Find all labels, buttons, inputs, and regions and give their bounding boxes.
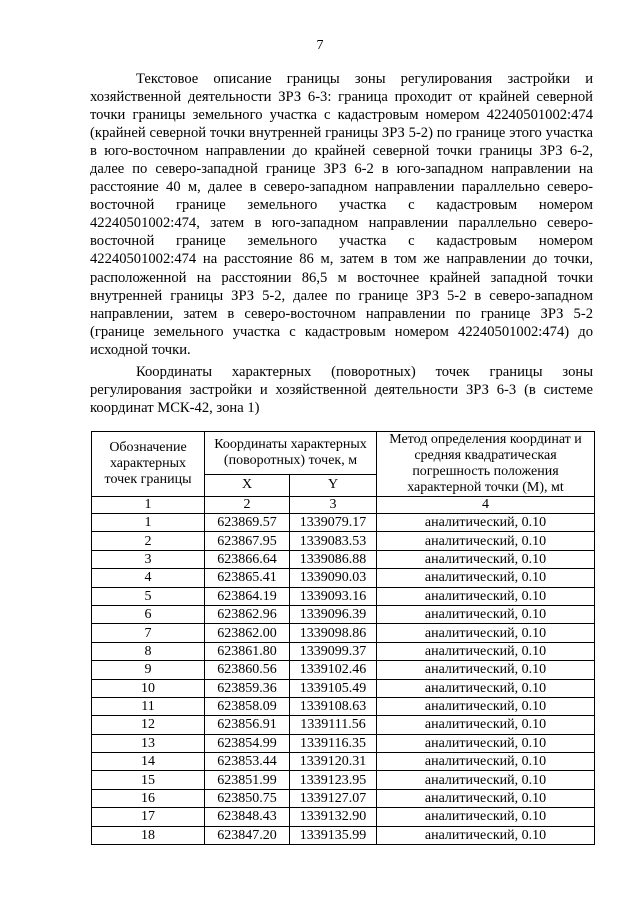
point-number-cell: 8 [92,642,205,660]
x-coordinate-cell: 623847.20 [205,826,290,844]
y-coordinate-cell: 1339093.16 [290,587,377,605]
table-row [92,771,595,789]
table-row [92,550,595,568]
y-coordinate-cell: 1339135.99 [290,826,377,844]
point-number-cell: 14 [92,753,205,771]
point-number-cell: 17 [92,808,205,826]
table-row [92,514,595,532]
x-coordinate-cell: 623862.00 [205,624,290,642]
point-number-cell: 18 [92,826,205,844]
point-number-cell: 10 [92,679,205,697]
table-row [92,697,595,715]
point-number-cell: 12 [92,716,205,734]
table-row [92,826,595,844]
method-cell: аналитический, 0.10 [377,587,595,605]
method-cell: аналитический, 0.10 [377,808,595,826]
method-cell: аналитический, 0.10 [377,826,595,844]
point-number-cell: 1 [92,514,205,532]
x-coordinate-cell: 623853.44 [205,753,290,771]
x-coordinate-cell: 623864.19 [205,587,290,605]
table-row [92,808,595,826]
y-coordinate-cell: 1339127.07 [290,789,377,807]
y-coordinate-cell: 1339090.03 [290,569,377,587]
method-cell: аналитический, 0.10 [377,789,595,807]
x-coordinate-cell: 623860.56 [205,661,290,679]
method-cell: аналитический, 0.10 [377,532,595,550]
method-cell: аналитический, 0.10 [377,697,595,715]
method-cell: аналитический, 0.10 [377,679,595,697]
header-point-designation: Обозначение характерных точек границы [92,432,205,497]
method-cell: аналитический, 0.10 [377,716,595,734]
x-coordinate-cell: 623861.80 [205,642,290,660]
x-coordinate-cell: 623850.75 [205,789,290,807]
method-cell: аналитический, 0.10 [377,753,595,771]
point-number-cell: 5 [92,587,205,605]
point-number-cell: 7 [92,624,205,642]
point-number-cell: 15 [92,771,205,789]
method-cell: аналитический, 0.10 [377,605,595,623]
coordinates-intro-paragraph: Координаты характерных (поворотных) точек границы зоны регулирования застройки и хозяйственной деятельности ЗРЗ 6-3 (в системе координат МСК-42, зона 1) [90,364,593,417]
point-number-cell: 6 [92,605,205,623]
y-coordinate-cell: 1339099.37 [290,642,377,660]
table-row [92,716,595,734]
method-cell: аналитический, 0.10 [377,734,595,752]
x-coordinate-cell: 623858.09 [205,697,290,715]
table-row [92,679,595,697]
y-coordinate-cell: 1339083.53 [290,532,377,550]
column-number: 1 [92,497,205,514]
method-cell: аналитический, 0.10 [377,771,595,789]
table-row [92,734,595,752]
method-cell: аналитический, 0.10 [377,642,595,660]
x-coordinate-cell: 623866.64 [205,550,290,568]
table-row [92,753,595,771]
method-cell: аналитический, 0.10 [377,569,595,587]
header-x: X [205,474,290,496]
y-coordinate-cell: 1339098.86 [290,624,377,642]
x-coordinate-cell: 623859.36 [205,679,290,697]
column-number: 4 [377,497,595,514]
column-number: 3 [290,497,377,514]
method-cell: аналитический, 0.10 [377,514,595,532]
y-coordinate-cell: 1339079.17 [290,514,377,532]
point-number-cell: 13 [92,734,205,752]
boundary-description-paragraph: Текстовое описание границы зоны регулирования застройки и хозяйственной деятельности ЗРЗ 6-3: граница проходит от крайней северной точки границы земельного участка с кадастровым номером 42240501002:474 (крайней северной точки внутренней границы ЗРЗ 5-2) по границе этого участка в юго-восточном направлении до крайней северной точки границы ЗРЗ 6-2, далее по северо-западной границе ЗРЗ 6-2 в юго-западном направлении на расстояние 40 м, далее в северо-западном направлении параллельно северо-восточной границе земельного участка с кадастровым номером 42240501002:474, затем в юго-западном направлении параллельно северо-восточной границе земельного участка с кадастровым номером 42240501002:474 на расстояние 86 м, затем в том же направлении до точки, расположенной на расстоянии 86,5 м восточнее крайней западной точки внутренней границы ЗРЗ 5-2, далее по границе ЗРЗ 5-2 в северо-западном направлении, затем в северо-восточном направлении по границе ЗРЗ 5-2 (границе земельного участка с кадастровым номером 42240501002:474) до исходной точки. [90,71,593,358]
point-number-cell: 2 [92,532,205,550]
y-coordinate-cell: 1339123.95 [290,771,377,789]
coordinates-table-body [92,514,595,845]
column-number: 2 [205,497,290,514]
x-coordinate-cell: 623862.96 [205,605,290,623]
table-row [92,605,595,623]
y-coordinate-cell: 1339105.49 [290,679,377,697]
table-row [92,569,595,587]
x-coordinate-cell: 623856.91 [205,716,290,734]
header-y: Y [290,474,377,496]
table-row [92,624,595,642]
point-number-cell: 16 [92,789,205,807]
y-coordinate-cell: 1339102.46 [290,661,377,679]
x-coordinate-cell: 623848.43 [205,808,290,826]
page-number: 7 [316,38,324,53]
header-method: Метод определения координат и средняя квадратическая погрешность положения характерной точки (М), мt [377,432,595,497]
x-coordinate-cell: 623854.99 [205,734,290,752]
table-row [92,661,595,679]
point-number-cell: 9 [92,661,205,679]
point-number-cell: 11 [92,697,205,715]
table-row [92,642,595,660]
method-cell: аналитический, 0.10 [377,661,595,679]
y-coordinate-cell: 1339132.90 [290,808,377,826]
coordinates-table [91,431,595,845]
y-coordinate-cell: 1339120.31 [290,753,377,771]
x-coordinate-cell: 623869.57 [205,514,290,532]
y-coordinate-cell: 1339116.35 [290,734,377,752]
table-row [92,532,595,550]
y-coordinate-cell: 1339086.88 [290,550,377,568]
point-number-cell: 3 [92,550,205,568]
header-coordinates-group: Координаты характерных (поворотных) точек, м [205,432,377,475]
x-coordinate-cell: 623851.99 [205,771,290,789]
y-coordinate-cell: 1339096.39 [290,605,377,623]
method-cell: аналитический, 0.10 [377,550,595,568]
method-cell: аналитический, 0.10 [377,624,595,642]
table-row [92,789,595,807]
x-coordinate-cell: 623865.41 [205,569,290,587]
x-coordinate-cell: 623867.95 [205,532,290,550]
y-coordinate-cell: 1339108.63 [290,697,377,715]
y-coordinate-cell: 1339111.56 [290,716,377,734]
point-number-cell: 4 [92,569,205,587]
table-row [92,587,595,605]
